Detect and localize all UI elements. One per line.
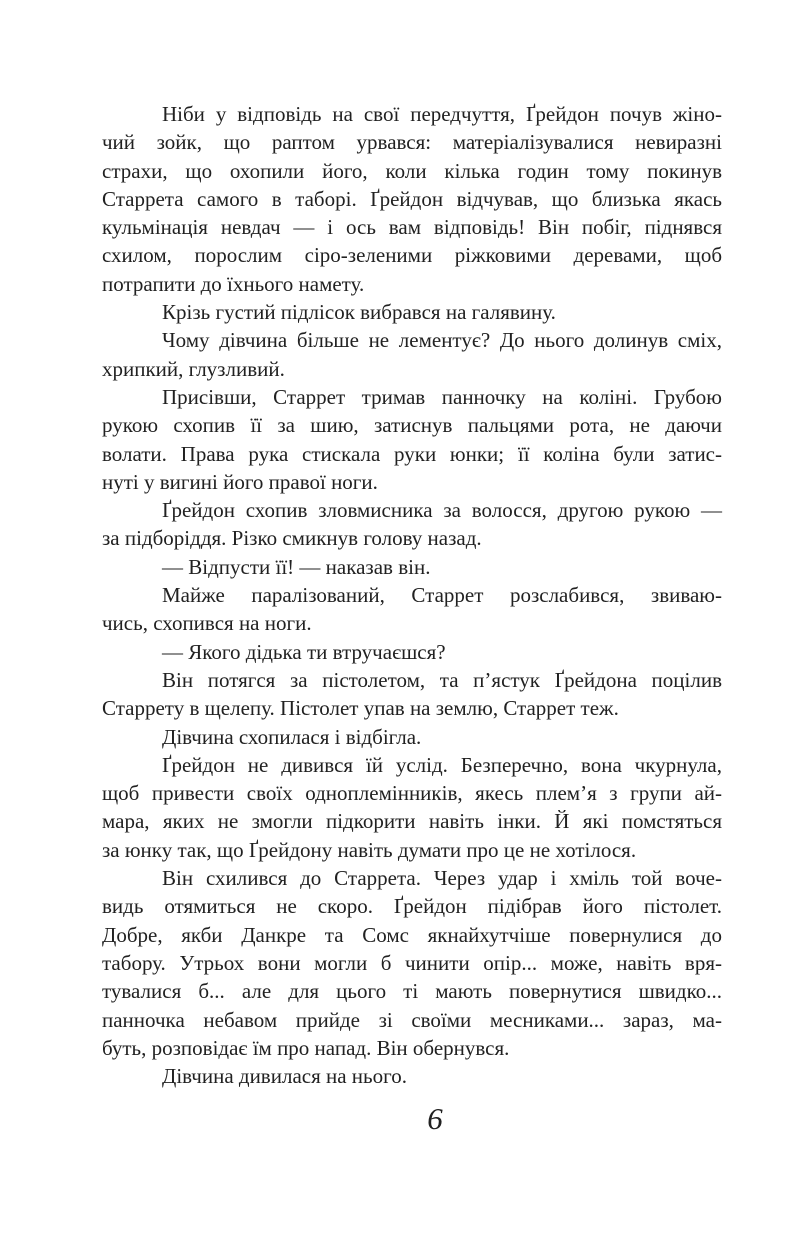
paragraph [102, 864, 722, 1062]
text-line: Ніби у відповідь на свої передчуття, Ґрейдон почув жіно- [162, 102, 722, 126]
text-line: табору. Утрьох вони могли б чинити опір... може, навіть вря- [102, 950, 722, 975]
text-line: Ґрейдон схопив зловмисника за волосся, другою рукою — [162, 498, 722, 523]
text-line: за підборіддя. Різко смикнув голову назад. [102, 526, 482, 551]
text-line: Старрету в щелепу. Пістолет упав на землю, Старрет теж. [102, 696, 619, 721]
text-line: страхи, що охопили його, коли кілька годин тому покинув [102, 158, 722, 183]
page-number: 6 [427, 1101, 443, 1136]
text-line: Майже паралізований, Старрет розслабився, звиваю- [162, 583, 722, 608]
text-line: Крізь густий підлісок вибрався на галявину. [162, 300, 556, 325]
text-line: буть, розповідає їм про напад. Він обернувся. [102, 1035, 510, 1060]
text-line: мара, яких не змогли підкорити навіть інки. Й які помстяться [102, 809, 722, 834]
text-line: Він схилився до Старрета. Через удар і хміль той воче- [162, 866, 722, 891]
text-line: Дівчина схопилася і відбігла. [162, 724, 422, 749]
paragraph [102, 581, 722, 638]
paragraph [102, 100, 722, 298]
text-line: видь отямиться не скоро. Ґрейдон підібрав його пістолет. [102, 894, 722, 919]
text-line: чий зойк, що раптом урвався: матеріалізувалися невиразні [102, 130, 722, 155]
body-text [102, 100, 722, 1090]
paragraph [102, 383, 722, 496]
text-line: за юнку так, що Ґрейдону навіть думати про це не хотілося. [102, 837, 637, 862]
text-line: Чому дівчина більше не лементує? До нього долинув сміх, [162, 328, 722, 353]
text-line: Присівши, Старрет тримав панночку на коліні. Грубою [162, 384, 722, 409]
paragraph [102, 496, 722, 553]
paragraph [102, 553, 722, 581]
text-line: щоб привести своїх одноплемінників, якесь плем’я з групи ай- [102, 781, 722, 806]
text-line: схилом, порослим сіро-зеленими ріжковими деревами, щоб [102, 243, 722, 268]
text-line: Дівчина дивилася на нього. [162, 1064, 407, 1089]
text-line: рукою схопив її за шию, затиснув пальцями рота, не даючи [102, 413, 722, 438]
text-line: панночка небавом прийде зі своїми месниками... зараз, ма- [102, 1007, 722, 1032]
paragraph [102, 298, 722, 326]
paragraph [102, 751, 722, 864]
text-line: Добре, якби Данкре та Сомс якнайхутчіше повернулися до [102, 922, 722, 947]
text-line: волати. Права рука стискала руки юнки; її коліна були затис- [102, 441, 722, 466]
text-line: хрипкий, глузливий. [102, 356, 285, 381]
text-line: Старрета самого в таборі. Ґрейдон відчував, що близька якась [102, 186, 722, 211]
text-line: Він потягся за пістолетом, та п’ястук Ґрейдона поцілив [162, 667, 722, 692]
text-line: — Якого дідька ти втручаєшся? [162, 639, 446, 664]
text-line: потрапити до їхнього намету. [102, 271, 365, 296]
paragraph [102, 723, 722, 751]
paragraph [102, 638, 722, 666]
text-line: Ґрейдон не дивився їй услід. Безперечно, вона чкурнула, [162, 752, 722, 777]
text-line: кульмінація невдач — і ось вам відповідь! Він побіг, піднявся [102, 215, 722, 240]
text-line: — Відпусти її! — наказав він. [162, 554, 431, 579]
text-line: тувалися б... але для цього ті мають повернутися швидко... [102, 979, 722, 1004]
paragraph [102, 1062, 722, 1090]
text-line: нуті у вигині його правої ноги. [102, 469, 378, 494]
paragraph [102, 326, 722, 383]
text-line: чись, схопився на ноги. [102, 611, 312, 636]
paragraph [102, 666, 722, 723]
